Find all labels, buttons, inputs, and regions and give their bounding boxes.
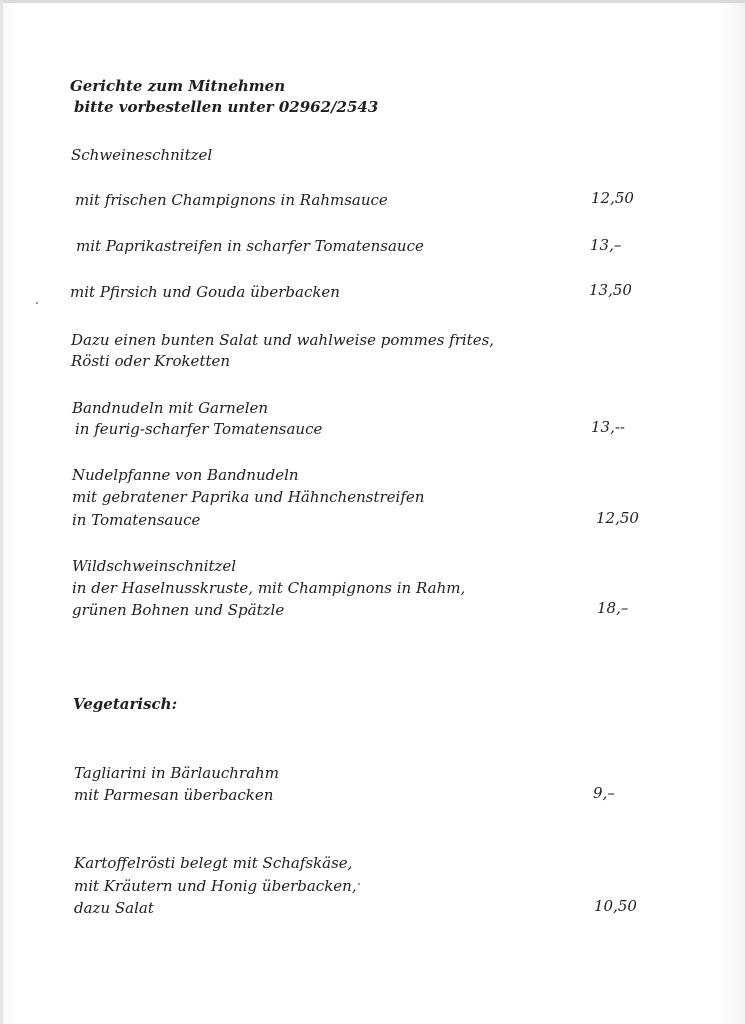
price-paprika: 13,– xyxy=(590,236,622,254)
roesti-desc1: mit Kräutern und Honig überbacken, xyxy=(74,877,357,895)
roesti-title: Kartoffelrösti belegt mit Schafskäse, xyxy=(74,854,353,872)
price-nudelpfanne: 12,50 xyxy=(596,509,639,527)
menu-item-paprika: mit Paprikastreifen in scharfer Tomatensauce xyxy=(76,237,424,255)
nudelpfanne-title: Nudelpfanne von Bandnudeln xyxy=(72,466,299,484)
wildschwein-desc2: grünen Bohnen und Spätzle xyxy=(72,601,285,619)
vegetarian-heading: Vegetarisch: xyxy=(73,695,178,713)
wildschwein-desc1: in der Haselnusskruste, mit Champignons in Rahm, xyxy=(72,579,466,597)
nudelpfanne-desc1: mit gebratener Paprika und Hähnchenstreifen xyxy=(72,488,425,506)
side-note-line1: Dazu einen bunten Salat und wahlweise pommes frites, xyxy=(71,331,495,349)
scan-edge-top xyxy=(0,0,745,3)
price-wildschwein: 18,– xyxy=(597,599,629,617)
price-bandnudeln: 13,-- xyxy=(591,418,625,436)
scan-edge-left xyxy=(0,0,3,1024)
nudelpfanne-desc2: in Tomatensauce xyxy=(72,511,201,529)
scan-speck xyxy=(358,883,360,885)
price-pfirsich: 13,50 xyxy=(589,281,632,299)
tagliarini-title: Tagliarini in Bärlauchrahm xyxy=(74,764,279,782)
header-phone: bitte vorbestellen unter 02962/2543 xyxy=(74,98,379,116)
price-tagliarini: 9,– xyxy=(593,784,615,802)
scan-speck xyxy=(36,302,38,304)
menu-item-champignons: mit frischen Champignons in Rahmsauce xyxy=(75,191,388,209)
header-title: Gerichte zum Mitnehmen xyxy=(70,77,286,95)
price-roesti: 10,50 xyxy=(594,897,637,915)
side-note-line2: Rösti oder Kroketten xyxy=(71,352,231,370)
tagliarini-desc: mit Parmesan überbacken xyxy=(74,786,274,804)
category-schweineschnitzel: Schweineschnitzel xyxy=(71,146,213,164)
bandnudeln-title: Bandnudeln mit Garnelen xyxy=(72,399,269,417)
menu-item-pfirsich: mit Pfirsich und Gouda überbacken xyxy=(70,283,340,301)
bandnudeln-desc: in feurig-scharfer Tomatensauce xyxy=(75,420,323,438)
roesti-desc2: dazu Salat xyxy=(74,899,154,917)
wildschwein-title: Wildschweinschnitzel xyxy=(72,557,237,575)
price-champignons: 12,50 xyxy=(591,189,634,207)
